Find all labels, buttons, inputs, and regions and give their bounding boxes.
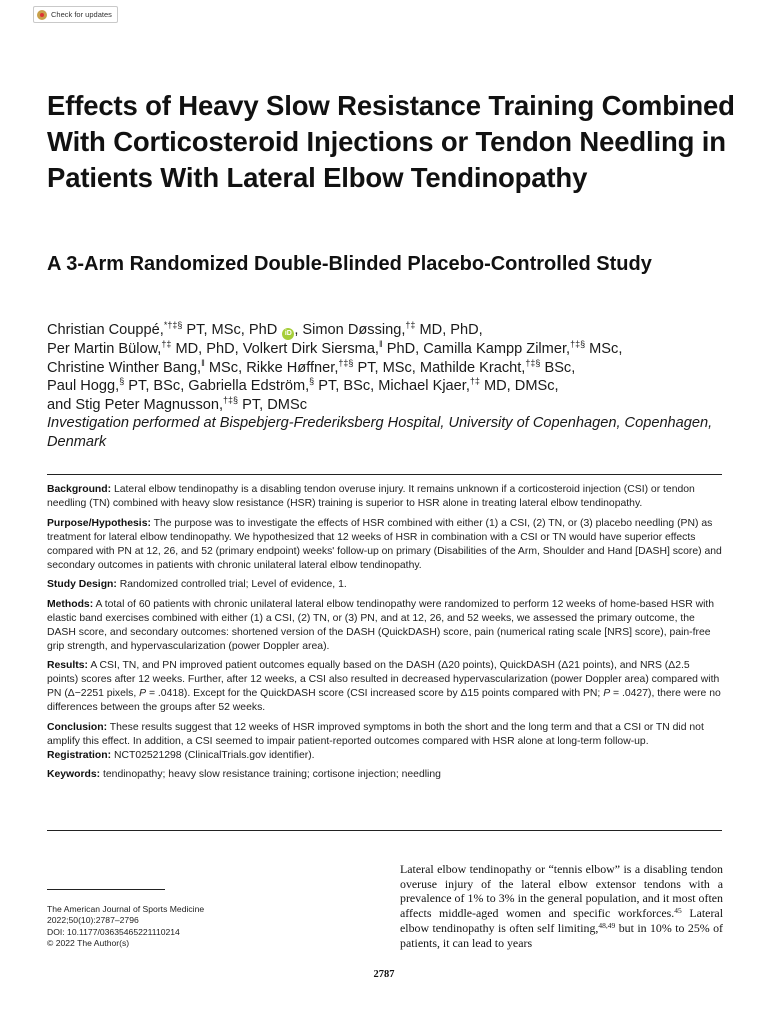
body-text-segment: but in 10% to 25% of patients, it can lead to years	[400, 920, 723, 950]
author-degrees: PT, BSc, Gabriella Edström,	[124, 378, 310, 394]
journal-info	[47, 904, 307, 950]
abstract-results	[47, 659, 723, 715]
author-name: Christine Winther Bang,	[47, 359, 202, 376]
institution-note: Investigation performed at Bispebjerg-Frederiksberg Hospital, University of Copenhagen, Copenhagen, Denmark	[47, 415, 713, 450]
p-symbol: P	[139, 688, 147, 699]
section-label: Methods:	[47, 598, 94, 610]
section-text: = .0427), there were no differences between the groups after 52 weeks.	[47, 688, 721, 713]
journal-doi: DOI: 10.1177/03635465221110214	[47, 926, 180, 937]
affiliation-mark: §	[119, 376, 125, 386]
author-name: , Simon Døssing,	[294, 322, 406, 338]
author-degrees: PhD, Camilla Kampp Zilmer,	[382, 341, 571, 357]
article-title: Effects of Heavy Slow Resistance Training Combined With Corticosteroid Injections or Tendon Needling in Patients With Lateral Elbow Tendinopathy	[47, 90, 735, 193]
journal-copyright: © 2022 The Author(s)	[47, 938, 130, 949]
affiliation-mark: *†‡§	[163, 320, 183, 330]
abstract-design	[47, 578, 723, 592]
author-list	[47, 321, 737, 414]
section-label: Background:	[47, 484, 112, 495]
author-degrees: PT, DMSc	[238, 396, 307, 413]
author-name: and Stig Peter Magnusson,	[47, 396, 224, 413]
abstract-top-rule	[47, 474, 722, 475]
affiliation-mark: †‡	[405, 320, 416, 330]
affiliation-mark: †‡§	[570, 339, 586, 349]
section-label: Conclusion:	[47, 721, 108, 733]
section-text: A CSI, TN, and PN improved patient outcomes equally based on the DASH (Δ20 points), QuickDASH (Δ21 points), and NRS (Δ2.5 points) scores after 12 weeks. Further, after 12 weeks, a CSI also resulted in decreased hypervascularization (power Doppler area) compared with PN (Δ−2251 pixels,	[47, 660, 720, 699]
author-degrees: MD, PhD, Volkert Dirk Siersma,	[171, 341, 379, 357]
author-name: Paul Hogg,	[47, 378, 120, 394]
author-degrees: MSc,	[585, 341, 623, 357]
crossmark-icon	[37, 10, 47, 20]
affiliation-mark: †‡§	[223, 394, 239, 405]
affiliation-mark: †‡§	[525, 357, 541, 368]
abstract-purpose	[47, 517, 723, 573]
check-for-updates-badge[interactable]	[33, 6, 118, 23]
abstract-registration	[47, 749, 723, 763]
section-label: Keywords:	[47, 769, 101, 780]
section-label: Registration:	[47, 749, 112, 761]
section-text: These results suggest that 12 weeks of HSR improved symptoms in both the short and the long term and that a CSI or TN did not amplify this effect. In addition, a CSI seemed to impair patient-reported outcomes compared with HSR alone at long-term follow-up.	[47, 721, 704, 747]
affiliation-mark: †‡	[469, 376, 480, 386]
author-degrees: PT, BSc, Michael Kjaer,	[314, 378, 470, 394]
citation-ref: 45	[674, 906, 682, 916]
intro-paragraph	[400, 862, 723, 950]
journal-name: The American Journal of Sports Medicine	[47, 904, 205, 914]
section-text: Lateral elbow tendinopathy is a disabling tendon overuse injury. It remains unknown if a corticosteroid injection (CSI) or tendon needling (TN) combined with heavy slow resistance (HSR) training is superior to HSR alone in treating lateral elbow tendinopathy.	[47, 484, 695, 509]
body-text-segment: Lateral elbow tendinopathy is often self limiting,	[400, 906, 723, 935]
abstract-background	[47, 483, 723, 511]
article-subtitle: A 3-Arm Randomized Double-Blinded Placebo-Controlled Study	[47, 253, 652, 275]
abstract-keywords	[47, 768, 723, 782]
author-degrees: PT, MSc, Mathilde Kracht,	[353, 359, 526, 376]
author-name: Christian Couppé,	[47, 322, 164, 338]
author-degrees: PT, MSc, PhD	[182, 322, 278, 338]
author-name: Per Martin Bülow,	[47, 341, 162, 357]
body-text-segment: Lateral elbow tendinopathy or “tennis elbow” is a disabling tendon overuse injury of the lateral elbow extensor tendons with a prevalence of 1% to 3% in the general population, and it most often affects middle-aged women and specific workforces.	[400, 862, 723, 921]
section-label: Study Design:	[47, 579, 117, 590]
abstract-methods	[47, 598, 723, 654]
section-label: Results:	[47, 660, 88, 671]
section-text: = .0418). Except for the QuickDASH score (CSI increased score by Δ15 points compared with PN;	[146, 688, 604, 699]
badge-label: Check for updates	[51, 10, 112, 19]
footnote-rule	[47, 889, 165, 890]
author-degrees: BSc,	[540, 359, 576, 376]
abstract-bottom-rule	[47, 830, 722, 831]
abstract-conclusion	[47, 721, 723, 749]
section-text: NCT02521298 (ClinicalTrials.gov identifier).	[111, 749, 315, 761]
author-degrees: MD, DMSc,	[479, 378, 559, 394]
section-text: tendinopathy; heavy slow resistance training; cortisone injection; needling	[100, 769, 441, 780]
abstract	[47, 483, 723, 788]
affiliation-mark: †‡	[161, 339, 172, 349]
author-degrees: MD, PhD,	[415, 322, 483, 338]
p-symbol: P	[603, 688, 611, 699]
affiliation-mark: ‖	[201, 357, 205, 368]
section-text: A total of 60 patients with chronic unilateral lateral elbow tendinopathy were randomized to perform 12 weeks of home-based HSR with elastic band exercises combined with either (1) a CSI, (2) TN, or (3) PN, and at 12, 26, and 52 weeks, we assessed the primary outcome, the DASH score, and secondary outcomes: shortened version of the DASH (QuickDASH) score, pain (numerical rating scale [NRS] score), pain-free grip strength, and hypervascularization (power Doppler area).	[47, 598, 715, 652]
author-degrees: MSc, Rikke Høffner,	[204, 359, 339, 376]
citation-ref: 48,49	[598, 920, 616, 930]
journal-issue: 2022;50(10):2787–2796	[47, 915, 139, 926]
section-text: Randomized controlled trial; Level of evidence, 1.	[116, 579, 347, 590]
orcid-icon[interactable]: iD	[282, 328, 294, 340]
page-number: 2787	[373, 969, 395, 980]
affiliation-mark: †‡§	[338, 357, 354, 368]
section-label: Purpose/Hypothesis:	[47, 517, 151, 529]
section-text: The purpose was to investigate the effects of HSR combined with either (1) a CSI, (2) TN, or (3) placebo needling (PN) as treatment for lateral elbow tendinopathy. We hypothesized that 12 weeks of HSR in combination with a CSI or TN would have superior effects compared with PN at 12, 26, and 52 (primary endpoint) weeks' follow-up on primary (Disabilities of the Arm, Shoulder and Hand [DASH] score) and secondary outcomes in patients with chronic unilateral lateral elbow tendinopathy.	[47, 517, 722, 571]
affiliation-mark: ‖	[379, 339, 383, 349]
affiliation-mark: §	[309, 376, 315, 386]
